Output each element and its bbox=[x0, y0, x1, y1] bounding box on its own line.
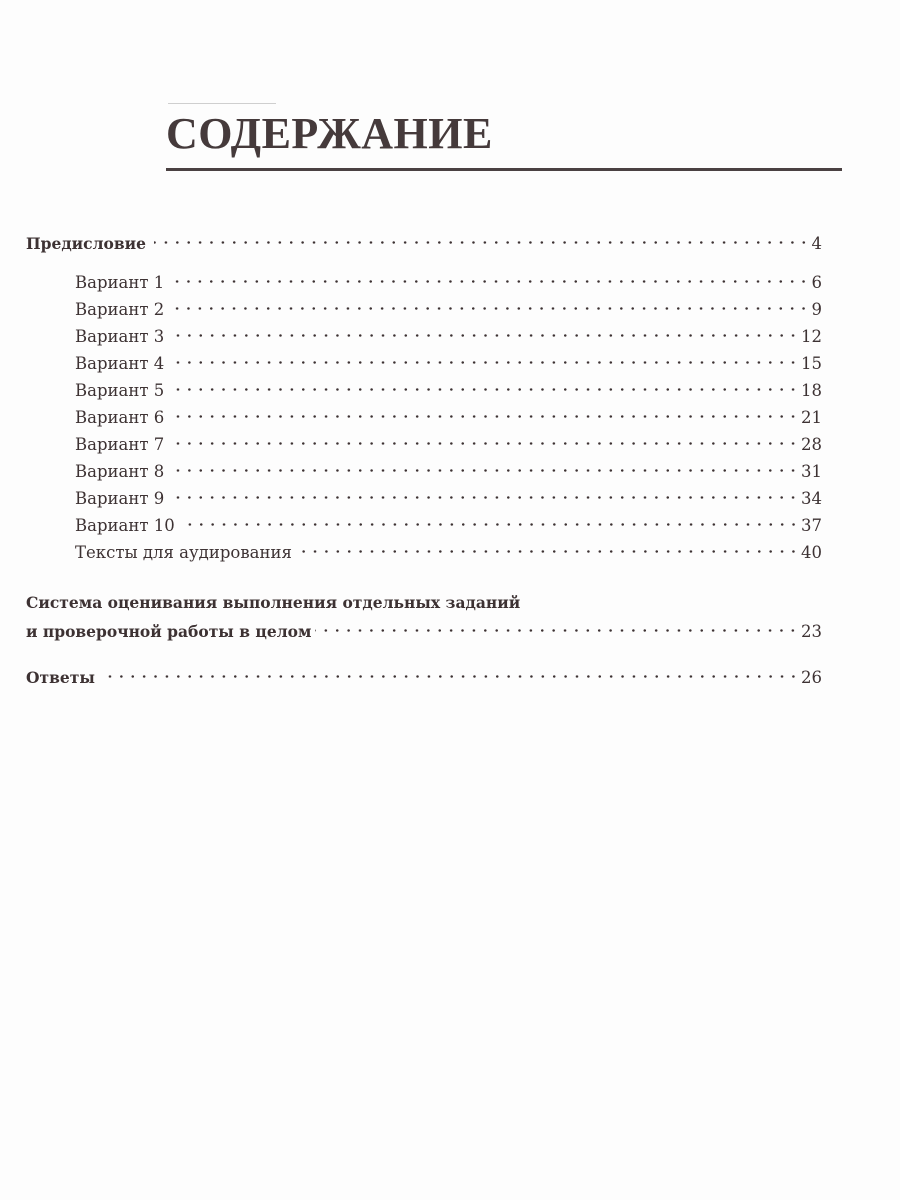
dot-leader bbox=[103, 661, 799, 683]
toc-entry-answers[interactable] bbox=[26, 661, 822, 689]
toc-entry-label: Вариант 6 bbox=[75, 408, 165, 427]
dot-leader bbox=[172, 347, 799, 369]
toc-entry-page: 6 bbox=[811, 273, 822, 292]
dot-leader bbox=[172, 374, 799, 396]
toc-entry-variant-7[interactable] bbox=[75, 428, 822, 456]
page-title: СОДЕРЖАНИЕ bbox=[166, 109, 493, 158]
toc-entry-page: 37 bbox=[801, 516, 822, 535]
dot-leader bbox=[172, 428, 799, 450]
toc-entry-variant-2[interactable] bbox=[75, 293, 822, 321]
toc-entry-label: Вариант 4 bbox=[75, 354, 165, 373]
toc-entry-page: 40 bbox=[801, 543, 822, 562]
toc-entry-label: Вариант 10 bbox=[75, 516, 175, 535]
toc-entry-page: 21 bbox=[801, 408, 822, 427]
toc-entry-listening-texts[interactable] bbox=[75, 536, 822, 564]
toc-entry-variant-3[interactable] bbox=[75, 320, 822, 348]
toc-entry-assessment[interactable] bbox=[26, 615, 822, 643]
toc-entry-label: Вариант 1 bbox=[75, 273, 165, 292]
toc-entry-label: Вариант 8 bbox=[75, 462, 165, 481]
dot-leader bbox=[154, 227, 810, 249]
decorative-top-rule bbox=[168, 103, 276, 104]
toc-entry-variant-8[interactable] bbox=[75, 455, 822, 483]
toc-entry-label: Вариант 9 bbox=[75, 489, 165, 508]
toc-entry-page: 12 bbox=[801, 327, 822, 346]
toc-entry-variant-6[interactable] bbox=[75, 401, 822, 429]
toc-entry-page: 23 bbox=[801, 622, 822, 641]
toc-entry-page: 34 bbox=[801, 489, 822, 508]
toc-entry-variant-5[interactable] bbox=[75, 374, 822, 402]
toc-entry-label: Вариант 5 bbox=[75, 381, 165, 400]
title-underline bbox=[166, 168, 842, 171]
dot-leader bbox=[172, 293, 809, 315]
dot-leader bbox=[300, 536, 799, 558]
toc-entry-page: 26 bbox=[801, 668, 822, 687]
toc-entry-variant-1[interactable] bbox=[75, 266, 822, 294]
dot-leader bbox=[172, 266, 809, 288]
toc-entry-label: Вариант 7 bbox=[75, 435, 165, 454]
toc-entry-page: 4 bbox=[811, 234, 822, 253]
toc-entry-label: Вариант 3 bbox=[75, 327, 165, 346]
toc-entry-label: Предисловие bbox=[26, 234, 146, 253]
dot-leader bbox=[172, 320, 799, 342]
toc-entry-page: 28 bbox=[801, 435, 822, 454]
toc-entry-variant-10[interactable] bbox=[75, 509, 822, 537]
toc-entry-label: Тексты для аудирования bbox=[75, 543, 292, 562]
dot-leader bbox=[172, 455, 799, 477]
toc-entry-label: Ответы bbox=[26, 668, 95, 687]
toc-entry-page: 31 bbox=[801, 462, 822, 481]
dot-leader bbox=[315, 615, 799, 637]
dot-leader bbox=[172, 401, 799, 423]
dot-leader bbox=[183, 509, 799, 531]
dot-leader bbox=[172, 482, 799, 504]
toc-entry-variant-4[interactable] bbox=[75, 347, 822, 375]
toc-entry-variant-9[interactable] bbox=[75, 482, 822, 510]
toc-entry-preface[interactable] bbox=[26, 227, 822, 255]
toc-entry-label: Вариант 2 bbox=[75, 300, 165, 319]
toc-entry-label: и проверочной работы в целом bbox=[26, 622, 312, 641]
toc-entry-page: 15 bbox=[801, 354, 822, 373]
toc-entry-page: 18 bbox=[801, 381, 822, 400]
toc-entry-assessment-line1: Система оценивания выполнения отдельных заданий bbox=[26, 593, 521, 612]
toc-entry-page: 9 bbox=[811, 300, 822, 319]
